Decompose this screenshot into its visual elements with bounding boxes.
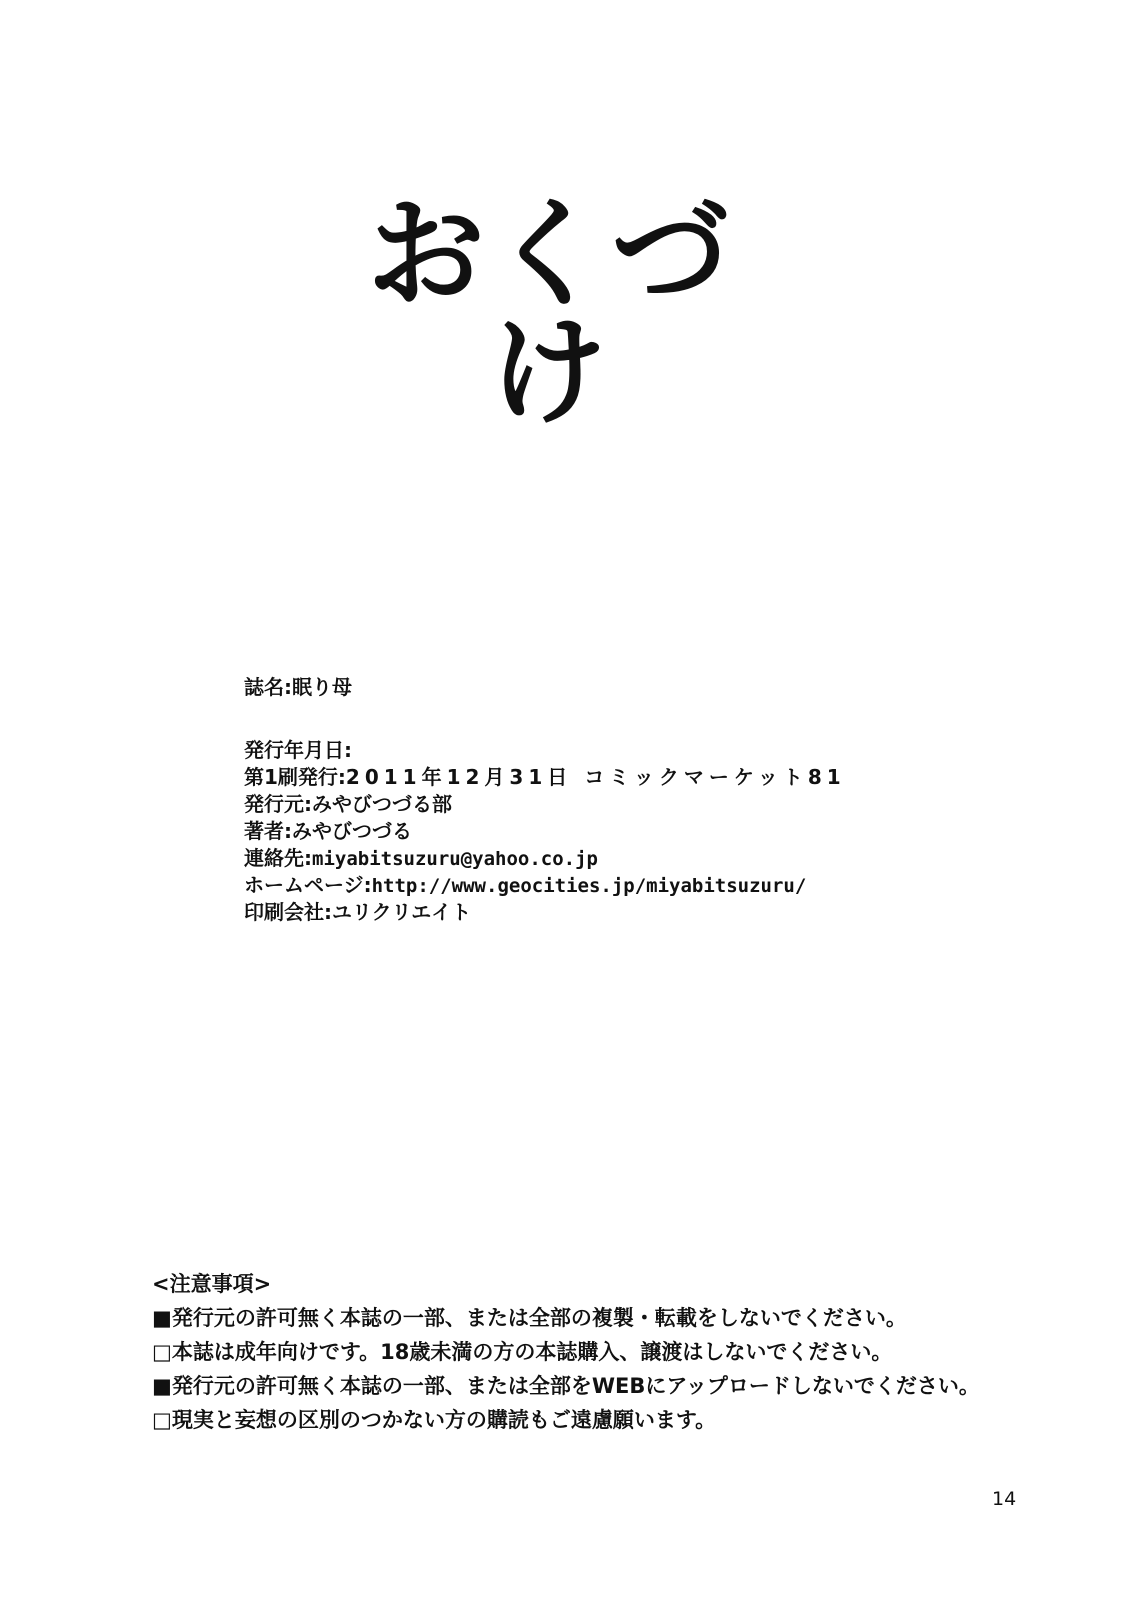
- notes-item: □本誌は成年向けです。18歳未満の方の本誌購入、譲渡はしないでください。: [152, 1340, 893, 1364]
- magazine-label: 誌名:: [244, 675, 292, 699]
- contact-email: miyabitsuzuru@yahoo.co.jp: [312, 848, 598, 870]
- printer-label: 印刷会社:: [244, 900, 332, 924]
- page-title: おくづけ: [366, 185, 733, 441]
- homepage-label: ホームページ:: [244, 873, 372, 897]
- author-value: みやびつづる: [292, 819, 412, 843]
- colophon-contact-row: [244, 846, 944, 873]
- colophon-printer-row: [244, 900, 944, 927]
- colophon: [244, 675, 944, 927]
- magazine-value: 眠り母: [292, 675, 352, 699]
- colophon-magazine-row: [244, 675, 944, 702]
- pub-date-label: 発行年月日:: [244, 738, 352, 762]
- notes-section: [152, 1272, 1012, 1442]
- notes-item: ■発行元の許可無く本誌の一部、または全部をWEBにアップロードしないでください。: [152, 1374, 980, 1398]
- publisher-value: みやびつづる部: [312, 792, 452, 816]
- page-number: 14: [992, 1488, 1017, 1510]
- first-print-value: 2011年12月31日 コミックマーケット81: [345, 765, 846, 789]
- colophon-homepage-row: [244, 873, 944, 900]
- notes-item: □現実と妄想の区別のつかない方の購読もご遠慮願います。: [152, 1408, 717, 1432]
- author-label: 著者:: [244, 819, 292, 843]
- first-print-label: 第1刷発行:: [244, 765, 346, 789]
- notes-heading: <注意事項>: [152, 1272, 272, 1296]
- colophon-author-row: [244, 819, 944, 846]
- notes-item: ■発行元の許可無く本誌の一部、または全部の複製・転載をしないでください。: [152, 1306, 907, 1330]
- colophon-pub-date-row: [244, 738, 944, 765]
- publisher-label: 発行元:: [244, 792, 312, 816]
- homepage-url: http://www.geocities.jp/miyabitsuzuru/: [371, 875, 807, 897]
- colophon-publisher-row: [244, 792, 944, 819]
- printer-value: ユリクリエイト: [332, 900, 472, 924]
- contact-label: 連絡先:: [244, 846, 312, 870]
- colophon-first-print-row: [244, 765, 944, 792]
